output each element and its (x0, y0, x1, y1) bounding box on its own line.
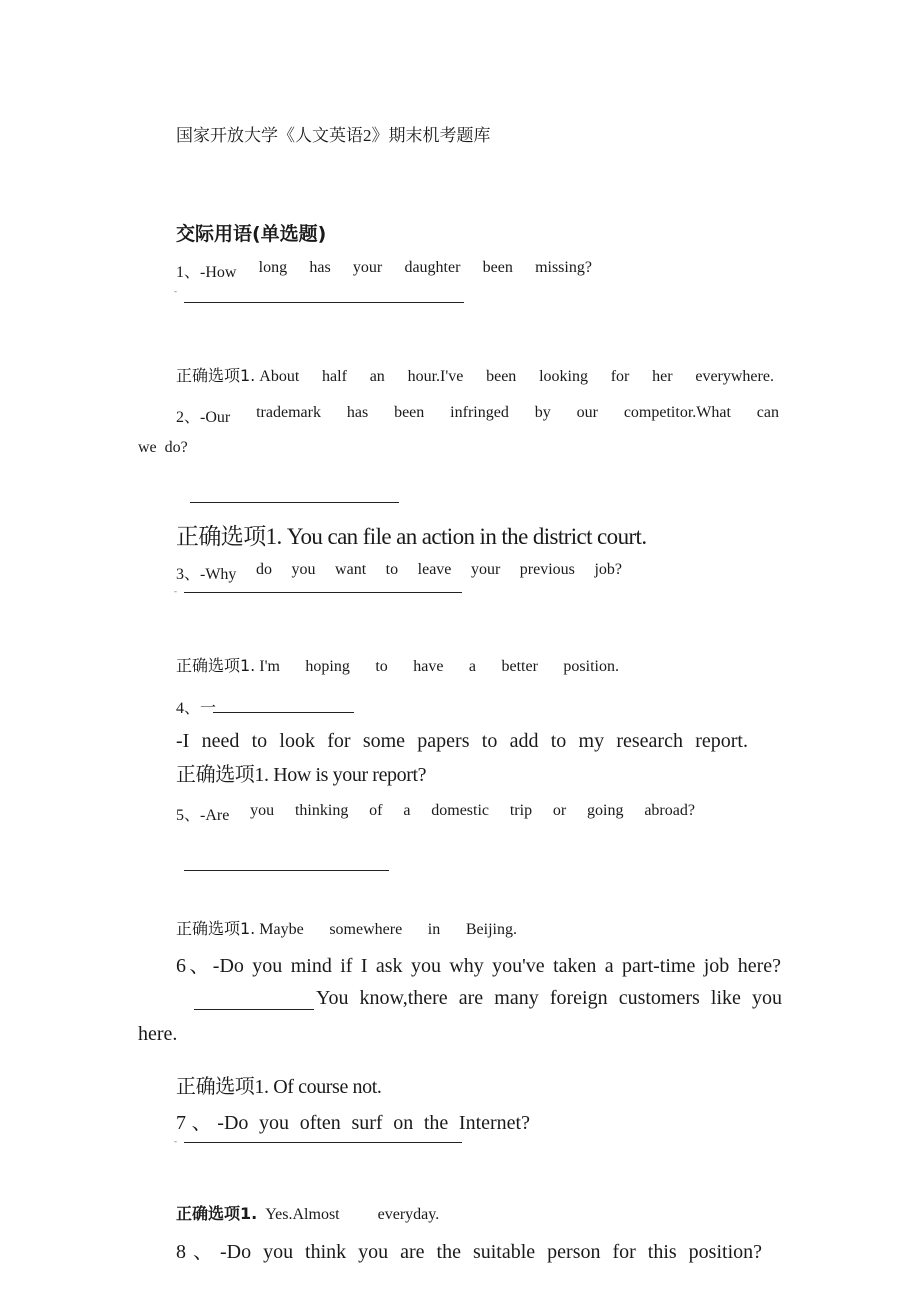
answer-blank-2 (190, 502, 399, 503)
answer-text: How is your report? (273, 764, 427, 786)
question-7-prompt: 7、-Do you often surf on the Internet? (176, 1112, 530, 1134)
answer-blank-4 (213, 712, 354, 713)
word: half (322, 368, 347, 385)
word: About (259, 368, 300, 385)
word: in (427, 921, 441, 938)
answer-label: 正确选项1. (176, 656, 256, 675)
word: for (610, 368, 630, 385)
word: domestic (431, 802, 490, 819)
word: you (291, 561, 316, 578)
answer-label: 正确选项1. (176, 1076, 269, 1098)
question-6-prompt: 6、-Do you mind if I ask you why you've taken a part-time job here? (176, 955, 781, 977)
answer-label: 正确选项1. (176, 764, 269, 786)
question-2-prompt-continued: we do? (138, 439, 188, 456)
word: can (756, 404, 779, 421)
word: been (394, 404, 425, 421)
answer-label: 正确选项1. (176, 366, 256, 385)
word: hour.I've (407, 368, 464, 385)
word: hoping (305, 658, 350, 675)
question-3-prompt (176, 561, 622, 584)
mark: - (174, 286, 177, 296)
word: Beijing. (465, 921, 517, 938)
answer-blank-7 (184, 1142, 462, 1143)
answer-blank-1 (184, 302, 464, 303)
answer-blank-6 (194, 1009, 314, 1010)
question-5-answer (176, 916, 517, 939)
question-2-prompt (176, 404, 779, 427)
word: position. (563, 658, 619, 675)
word: 3、-Why (176, 566, 237, 583)
question-4-reply: -I need to look for some papers to add to my research report. (176, 730, 748, 752)
word: daughter (404, 259, 461, 276)
word: trademark (256, 404, 321, 421)
word: Maybe (259, 921, 304, 938)
word: to (375, 658, 388, 675)
question-1-answer (176, 363, 774, 386)
word: by (534, 404, 551, 421)
word: leave (417, 561, 452, 578)
word: an (369, 368, 385, 385)
word: trip (509, 802, 533, 819)
word: your (352, 259, 383, 276)
word: a (403, 802, 411, 819)
mark: - (174, 586, 177, 596)
word: has (346, 404, 369, 421)
question-4-prompt: 4、一 (176, 700, 217, 717)
word: I'm (259, 658, 280, 675)
word: competitor.What (623, 404, 731, 421)
question-8-prompt: 8、-Do you think you are the suitable person for this position? (176, 1241, 762, 1263)
word: better (501, 658, 538, 675)
word: infringed (450, 404, 509, 421)
word: your (470, 561, 501, 578)
word: been (486, 368, 517, 385)
word: long (258, 259, 288, 276)
word: been (482, 259, 513, 276)
word: somewhere (329, 921, 403, 938)
question-6-reply-continued: here. (138, 1023, 178, 1045)
word: to (385, 561, 399, 578)
answer-blank-5 (184, 870, 389, 871)
word: 5、-Are (176, 807, 230, 824)
answer-label: 正确选项1. (176, 919, 256, 938)
question-6-answer (176, 1070, 381, 1099)
word: missing? (535, 259, 592, 276)
mark: - (174, 1136, 177, 1146)
word: of (369, 802, 383, 819)
answer-label: 正确选项1. (176, 524, 282, 549)
word: 1、-How (176, 264, 237, 281)
word: her (652, 368, 673, 385)
answer-blank-3 (184, 592, 462, 593)
answer-text: Of course not. (273, 1076, 382, 1098)
answer-text: Yes.Almost (265, 1206, 340, 1223)
question-6-reply: You know,there are many foreign customers like you (316, 987, 782, 1009)
question-3-answer (176, 653, 619, 676)
word: our (576, 404, 598, 421)
question-5-prompt (176, 802, 695, 825)
word: want (335, 561, 367, 578)
document-title: 国家开放大学《人文英语2》期末机考题库 (176, 126, 491, 145)
section-heading: 交际用语(单选题) (176, 223, 327, 245)
word: thinking (294, 802, 349, 819)
word: do (255, 561, 272, 578)
question-7-answer (176, 1201, 439, 1224)
word: abroad? (644, 802, 695, 819)
word: 2、-Our (176, 409, 231, 426)
word: everywhere. (695, 368, 774, 385)
word: previous (519, 561, 575, 578)
answer-text: everyday. (377, 1206, 440, 1223)
answer-text: You can file an action in the district court. (286, 524, 647, 549)
word: have (413, 658, 444, 675)
question-2-answer (176, 518, 646, 551)
word: has (309, 259, 331, 276)
question-1-prompt (176, 259, 592, 282)
question-4-answer (176, 758, 426, 787)
answer-label: 正确选项1. (176, 1204, 258, 1223)
word: you (250, 802, 275, 819)
word: or (552, 802, 567, 819)
word: going (587, 802, 624, 819)
word: a (468, 658, 477, 675)
word: looking (539, 368, 588, 385)
word: job? (594, 561, 622, 578)
